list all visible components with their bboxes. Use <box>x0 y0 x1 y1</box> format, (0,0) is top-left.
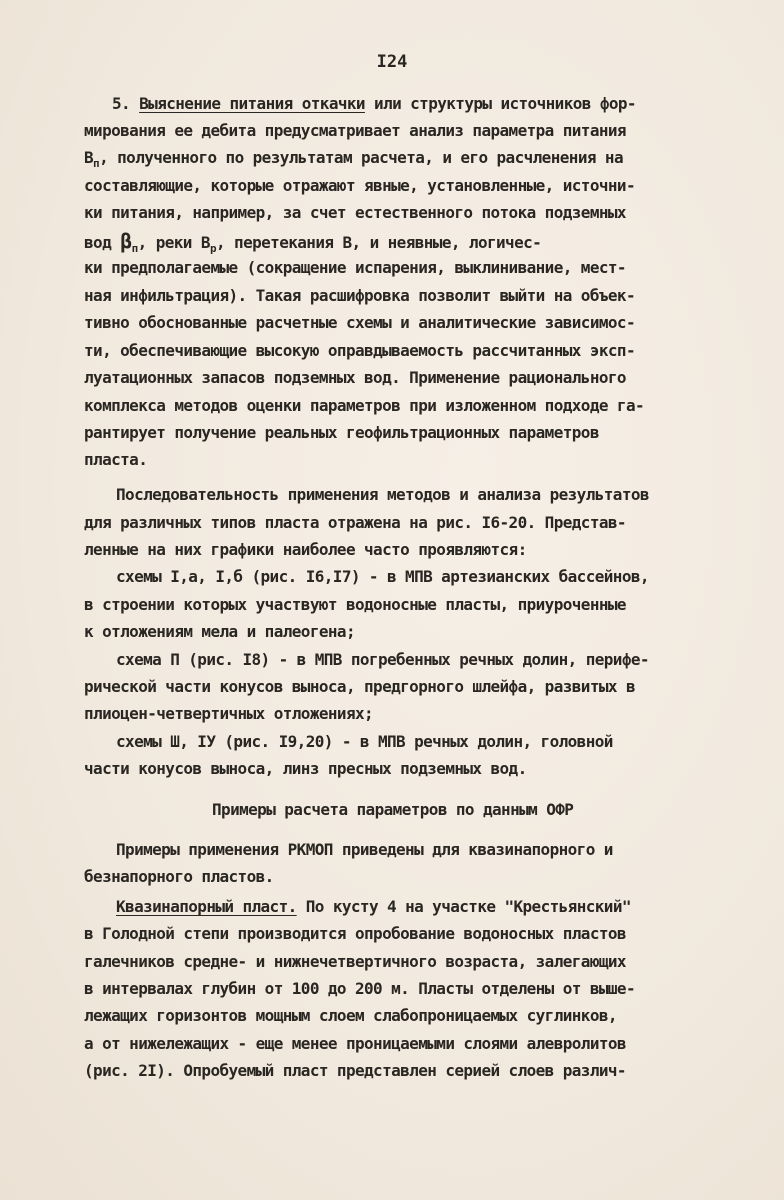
text-line: схемы Ш, IУ (рис. I9,20) - в МПВ речных долин, головной <box>116 732 613 751</box>
text-line: ки предполагаемые (сокращение испарения, выклинивание, мест- <box>84 258 626 277</box>
text-span: вод <box>84 233 112 252</box>
variable-subscript: п <box>131 242 138 256</box>
text-line: лежащих горизонтов мощным слоем слабопроницаемых суглинков, <box>84 1006 617 1025</box>
text-line <box>84 148 623 174</box>
variable-B: B <box>342 233 352 252</box>
variable-subscript: п <box>93 157 100 171</box>
variable-beta: β <box>120 229 132 253</box>
text-line: безнапорного пластов. <box>84 867 274 886</box>
text-line: комплекса методов оценки параметров при изложенном подходе га- <box>84 396 645 415</box>
text-line: ти, обеспечивающие высокую оправдываемость рассчитанных эксп- <box>84 341 636 360</box>
text-line: а от нижележащих - еще менее проницаемыми слоями алевролитов <box>84 1034 626 1053</box>
text-line: составляющие, которые отражают явные, установленные, источни- <box>84 176 636 195</box>
text-span: или структуры источников фор- <box>374 94 636 113</box>
text-line: схема П (рис. I8) - в МПВ погребенных речных долин, перифе- <box>116 650 649 669</box>
text-line <box>112 94 636 114</box>
text-line <box>84 231 541 259</box>
item-number: 5. <box>112 94 131 113</box>
text-line: ленные на них графики наиболее часто проявляются: <box>84 540 527 559</box>
text-line: в интервалах глубин от 100 до 200 м. Пласты отделены от выше- <box>84 979 636 998</box>
text-line: (рис. 2I). Опробуемый пласт представлен серией слоев различ- <box>84 1061 626 1080</box>
text-span: , перетекания <box>215 233 334 252</box>
text-line: к отложениям мела и палеогена; <box>84 622 355 641</box>
text-line: ки питания, например, за счет естественного потока подземных <box>84 203 626 222</box>
text-span: По кусту 4 на участке "Крестьянский" <box>305 897 631 916</box>
topic-title: Выяснение питания откачки <box>139 94 365 113</box>
text-line <box>116 897 631 917</box>
text-line: тивно обоснованные расчетные схемы и аналитические зависимос- <box>84 313 636 332</box>
text-line: части конусов выноса, линз пресных подземных вод. <box>84 759 527 778</box>
topic-title: Квазинапорный пласт. <box>116 897 297 916</box>
variable-B: B <box>200 233 210 252</box>
text-line: Примеры применения РКМОП приведены для квазинапорного и <box>116 840 613 859</box>
text-line: мирования ее дебита предусматривает анализ параметра питания <box>84 121 626 140</box>
text-line: луатационных запасов подземных вод. Применение рационального <box>84 368 626 387</box>
text-line: рической части конусов выноса, предгорного шлейфа, развитых в <box>84 677 636 696</box>
text-span: , и неявные, логичес- <box>351 233 542 252</box>
text-line: схемы I,а, I,б (рис. I6,I7) - в МПВ артезианских бассейнов, <box>116 567 649 586</box>
page-number: I24 <box>376 52 408 72</box>
text-line: Последовательность применения методов и анализа результатов <box>116 485 649 504</box>
variable-B: B <box>84 148 94 167</box>
text-span: , реки <box>137 233 192 252</box>
text-line: рантирует получение реальных геофильтрационных параметров <box>84 423 599 442</box>
variable-subscript: р <box>209 242 216 256</box>
text-line: в строении которых участвуют водоносные пласты, приуроченные <box>84 595 626 614</box>
text-line: для различных типов пласта отражена на рис. I6-20. Представ- <box>84 513 626 532</box>
text-span: , полученного по результатам расчета, и его расчленения на <box>99 148 623 167</box>
text-line: плиоцен-четвертичных отложениях; <box>84 704 374 723</box>
text-line: галечников средне- и нижнечетвертичного возраста, залегающих <box>84 952 626 971</box>
text-line: в Голодной степи производится опробование водоносных пластов <box>84 924 626 943</box>
text-line: пласта. <box>84 450 148 469</box>
text-line: ная инфильтрация). Такая расшифровка позволит выйти на объек- <box>84 286 636 305</box>
section-heading: Примеры расчета параметров по данным ОФР <box>212 800 574 819</box>
